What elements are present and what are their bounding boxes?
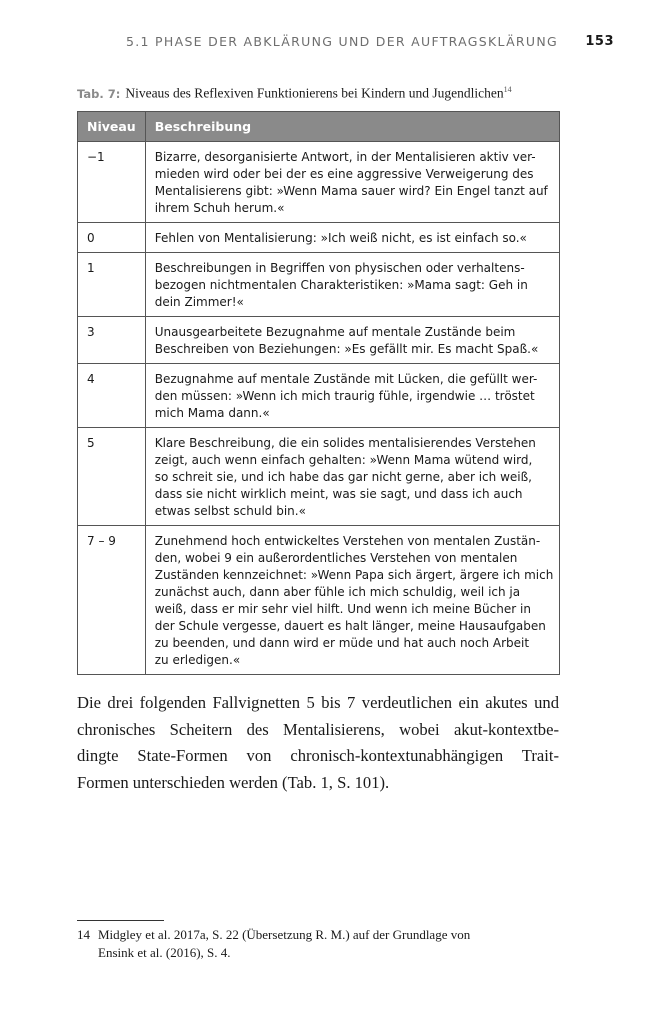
footnote-reference: 14	[503, 85, 512, 94]
footnote	[77, 926, 567, 962]
description-cell	[145, 428, 560, 526]
description-line: zunächst auch, dann aber fühle ich mich schuldig, weil ich ja	[154, 585, 521, 599]
level-cell: 7 – 9	[78, 526, 146, 675]
table-row	[78, 428, 560, 526]
description-line: Fehlen von Mentalisierung: »Ich weiß nicht, es ist einfach so.«	[154, 231, 527, 245]
description-line: der Schule vergesse, dauert es halt länger, meine Hausaufgaben	[154, 619, 546, 633]
description-line: zu erledigen.«	[154, 653, 241, 667]
description-cell	[145, 364, 560, 428]
table-row	[78, 142, 560, 223]
description-line: mieden wird oder bei der es eine aggressive Verweigerung des	[154, 167, 534, 181]
table-row	[78, 253, 560, 317]
levels-table	[77, 111, 560, 675]
footnote-separator	[77, 920, 164, 921]
description-line: den müssen: »Wenn ich mich traurig fühle, irgendwie … tröstet	[154, 389, 535, 403]
running-header-title: 5.1 PHASE DER ABKLÄRUNG UND DER AUFTRAGSKLÄRUNG	[126, 34, 558, 49]
footnote-line: Ensink et al. (2016), S. 4.	[98, 945, 231, 960]
description-line: bezogen nichtmentalen Charakteristiken: »Mama sagt: Geh in	[154, 278, 528, 292]
footnote-number: 14	[77, 927, 90, 942]
description-line: Zuständen kennzeichnet: »Wenn Papa sich ärgert, ärgere ich mich	[154, 568, 554, 582]
description-line: Beschreiben von Beziehungen: »Es gefällt mir. Es macht Spaß.«	[154, 342, 539, 356]
level-cell: 4	[78, 364, 146, 428]
description-line: Bezugnahme auf mentale Zustände mit Lücken, die gefüllt wer-	[154, 372, 538, 386]
description-line: Klare Beschreibung, die ein solides mentalisierendes Verstehen	[154, 436, 536, 450]
level-cell: −1	[78, 142, 146, 223]
description-line: mich Mama dann.«	[154, 406, 270, 420]
paragraph-line: chronisches Scheitern des Mentalisierens, wobei akut-kontextbe-	[77, 719, 559, 739]
description-cell	[145, 317, 560, 364]
level-cell: 3	[78, 317, 146, 364]
table-body	[78, 142, 560, 675]
description-line: zeigt, auch wenn einfach gehalten: »Wenn Mama wütend wird,	[154, 453, 533, 467]
description-line: ihrem Schuh herum.«	[154, 201, 285, 215]
description-line: dass sie nicht wirklich meint, was sie sagt, und dass ich auch	[154, 487, 523, 501]
description-line: so schreit sie, und ich habe das gar nicht gerne, aber ich weiß,	[154, 470, 532, 484]
description-line: Bizarre, desorganisierte Antwort, in der Mentalisieren aktiv ver-	[154, 150, 536, 164]
description-cell	[145, 253, 560, 317]
description-line: zu beenden, und dann wird er müde und hat auch noch Arbeit	[154, 636, 530, 650]
level-cell: 1	[78, 253, 146, 317]
description-line: Beschreibungen in Begriffen von physischen oder verhaltens-	[154, 261, 525, 275]
table-row	[78, 223, 560, 253]
table-row	[78, 364, 560, 428]
description-cell	[145, 142, 560, 223]
description-line: Zunehmend hoch entwickeltes Verstehen von mentalen Zustän-	[154, 534, 541, 548]
column-header-level: Niveau	[78, 112, 146, 142]
table-caption-label: Tab. 7:	[77, 86, 121, 101]
paragraph-line: dingte State-Formen von chronisch-kontextunabhängigen Trait-	[77, 746, 559, 765]
table-row	[78, 317, 560, 364]
table-caption	[77, 85, 567, 102]
table-caption-text: Niveaus des Reflexiven Funktionierens bei Kindern und Jugendlichen	[125, 85, 504, 101]
description-line: weiß, dass er mir sehr viel hilft. Und wenn ich meine Bücher in	[154, 602, 531, 616]
paragraph-line: Formen unterschieden werden (Tab. 1, S. 101).	[77, 772, 390, 792]
description-line: den, wobei 9 ein außerordentliches Verstehen von mentalen	[154, 551, 518, 565]
description-line: Unausgearbeitete Bezugnahme auf mentale Zustände beim	[154, 325, 516, 339]
table-header-row	[78, 112, 560, 142]
description-line: Mentalisierens gibt: »Wenn Mama sauer wird? Ein Engel tanzt auf	[154, 184, 548, 198]
page-number: 153	[585, 34, 614, 49]
footnote-line: Midgley et al. 2017a, S. 22 (Übersetzung R. M.) auf der Grundlage von	[98, 927, 471, 942]
running-header	[0, 34, 650, 54]
description-cell	[145, 526, 560, 675]
table-row	[78, 526, 560, 675]
paragraph-line: Die drei folgenden Fallvignetten 5 bis 7 verdeutlichen ein akutes und	[77, 693, 559, 712]
description-line: dein Zimmer!«	[154, 295, 244, 309]
description-line: etwas selbst schuld bin.«	[154, 504, 306, 518]
column-header-description: Beschreibung	[145, 112, 560, 142]
description-cell	[145, 223, 560, 253]
level-cell: 5	[78, 428, 146, 526]
body-paragraph	[77, 690, 559, 796]
level-cell: 0	[78, 223, 146, 253]
